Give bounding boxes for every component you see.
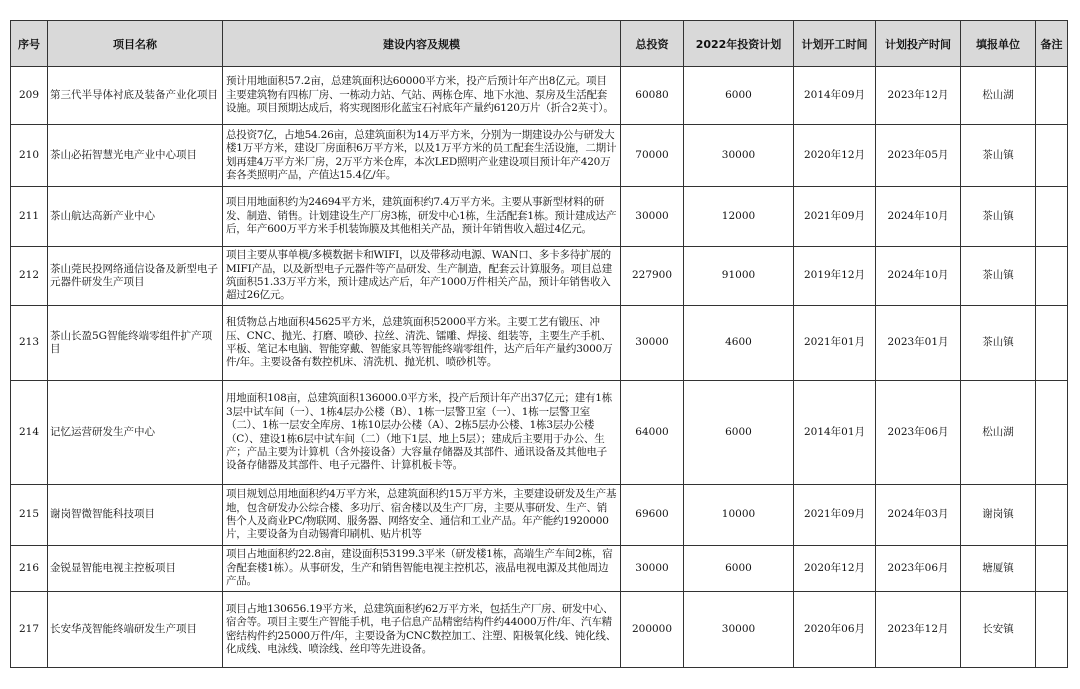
cell-name: 谢岗智微智能科技项目 (48, 485, 223, 546)
cell-start: 2021年09月 (794, 485, 876, 546)
cell-seq: 209 (11, 67, 48, 125)
cell-content: 预计用地面积57.2亩，总建筑面积达60000平方米，投产后预计年产出8亿元。项目主要建筑物有四栋厂房、一栋动力站、气站、两栋仓库、地下水池、泵房及生活配套设施。项目预期达成后，将实现图形化蓝宝石衬底年产量约6120万片（折合2英寸）。 (223, 67, 621, 125)
cell-seq: 216 (11, 546, 48, 592)
cell-note (1036, 187, 1068, 247)
cell-note (1036, 546, 1068, 592)
cell-name: 记忆运营研发生产中心 (48, 381, 223, 485)
project-table (10, 20, 1068, 668)
project-table-container (10, 20, 1067, 668)
table-row (11, 485, 1068, 546)
cell-unit: 茶山镇 (961, 247, 1036, 306)
table-row (11, 67, 1068, 125)
cell-name: 茶山莞民投网络通信设备及新型电子元器件研发生产项目 (48, 247, 223, 306)
cell-unit: 长安镇 (961, 592, 1036, 668)
cell-note (1036, 125, 1068, 187)
cell-name: 长安华茂智能终端研发生产项目 (48, 592, 223, 668)
cell-content: 项目规划总用地面积约4万平方米，总建筑面积约15万平方米，主要建设研发及生产基地，包含研发办公综合楼、多功厅、宿舍楼以及生产厂房，主要从事研发、生产、销售个人及商业PC/物联网、服务器、网络安全、通信和工业产品。年产能约1920000片，主要设备为自动锡膏印刷机、贴片机等 (223, 485, 621, 546)
header-note: 备注 (1036, 21, 1068, 67)
cell-content: 总投资7亿，占地54.26亩，总建筑面积为14万平方米，分别为一期建设办公与研发大楼1万平方米，建设厂房面积6万平方米，以及1万平方米的员工配套生活设施，二期计划再建4万平方米厂房，2万平方米仓库，本次LED照明产业建设项目预计年产420万套各类照明产品，产值达15.4亿/年。 (223, 125, 621, 187)
cell-content: 用地面积108亩，总建筑面积136000.0平方米，投产后预计年产出37亿元；建有1栋3层中试车间（一）、1栋4层办公楼（B）、1栋一层警卫室（一）、1栋一层警卫室（二）、1栋一层安全库房、1栋10层办公楼（A）、2栋5层办公楼、1栋3层办公楼（C）、建设1栋6层中试车间（二）（地下1层、地上5层）；建成后主要用于办公、生产；产品主要为计算机（含外接设备）大容量存储器及其部件、通讯设备及其他电子设备存储器及其部件、电子元器件、计算机板卡等。 (223, 381, 621, 485)
cell-investment: 30000 (621, 187, 684, 247)
cell-start: 2019年12月 (794, 247, 876, 306)
cell-content: 项目占地面积约22.8亩，建设面积53199.3平米（研发楼1栋，高端生产车间2栋，宿舍配套楼1栋）。从事研发，生产和销售智能电视主控机芯，液晶电视电源及其他周边产品。 (223, 546, 621, 592)
header-row (11, 21, 1068, 67)
cell-production: 2024年10月 (876, 187, 961, 247)
cell-investment: 70000 (621, 125, 684, 187)
cell-start: 2021年09月 (794, 187, 876, 247)
cell-plan-2022: 10000 (684, 485, 794, 546)
cell-production: 2023年05月 (876, 125, 961, 187)
cell-unit: 松山湖 (961, 67, 1036, 125)
cell-unit: 茶山镇 (961, 306, 1036, 381)
cell-name: 茶山长盈5G智能终端零组件扩产项目 (48, 306, 223, 381)
cell-plan-2022: 91000 (684, 247, 794, 306)
cell-plan-2022: 4600 (684, 306, 794, 381)
header-investment: 总投资 (621, 21, 684, 67)
table-row (11, 125, 1068, 187)
table-body (11, 67, 1068, 668)
cell-seq: 212 (11, 247, 48, 306)
cell-investment: 200000 (621, 592, 684, 668)
cell-plan-2022: 30000 (684, 592, 794, 668)
cell-investment: 60080 (621, 67, 684, 125)
cell-unit: 茶山镇 (961, 125, 1036, 187)
header-unit: 填报单位 (961, 21, 1036, 67)
cell-note (1036, 67, 1068, 125)
cell-content: 项目主要从事单模/多模数据卡和WIFI，以及带移动电源、WAN口、多卡多待扩展的MIFI产品，以及新型电子元器件等产品研发、生产制造，配套云计算服务。项目总建筑面积51.33万平方米，预计建成达产后，年产1000万件相关产品，预计年销售收入超过26亿元。 (223, 247, 621, 306)
table-row (11, 592, 1068, 668)
table-row (11, 546, 1068, 592)
table-row (11, 381, 1068, 485)
cell-plan-2022: 6000 (684, 546, 794, 592)
cell-unit: 茶山镇 (961, 187, 1036, 247)
cell-content: 租赁物总占地面积45625平方米，总建筑面积52000平方米。主要工艺有锻压、冲压、CNC、抛光、打磨、喷砂、拉丝、清洗、镭雕、焊接、组装等，主要生产手机、平板、笔记本电脑、智能穿戴、智能家具等智能终端零组件，达产后年产量约3000万件/年。主要设备有数控机床、清洗机、抛光机、喷砂机等。 (223, 306, 621, 381)
header-content: 建设内容及规模 (223, 21, 621, 67)
cell-investment: 227900 (621, 247, 684, 306)
cell-investment: 64000 (621, 381, 684, 485)
cell-unit: 松山湖 (961, 381, 1036, 485)
cell-plan-2022: 12000 (684, 187, 794, 247)
cell-production: 2023年12月 (876, 592, 961, 668)
cell-seq: 213 (11, 306, 48, 381)
cell-name: 茶山必拓智慧光电产业中心项目 (48, 125, 223, 187)
table-row (11, 187, 1068, 247)
cell-start: 2021年01月 (794, 306, 876, 381)
cell-note (1036, 592, 1068, 668)
header-seq: 序号 (11, 21, 48, 67)
cell-start: 2014年09月 (794, 67, 876, 125)
cell-investment: 30000 (621, 546, 684, 592)
header-start: 计划开工时间 (794, 21, 876, 67)
header-production: 计划投产时间 (876, 21, 961, 67)
cell-investment: 69600 (621, 485, 684, 546)
cell-plan-2022: 6000 (684, 381, 794, 485)
cell-investment: 30000 (621, 306, 684, 381)
cell-start: 2020年12月 (794, 546, 876, 592)
cell-seq: 210 (11, 125, 48, 187)
header-name: 项目名称 (48, 21, 223, 67)
cell-production: 2023年01月 (876, 306, 961, 381)
cell-seq: 211 (11, 187, 48, 247)
table-row (11, 306, 1068, 381)
cell-content: 项目占地130656.19平方米，总建筑面积约62万平方米，包括生产厂房、研发中心、宿舍等。项目主要生产智能手机，电子信息产品精密结构件约44000万件/年、汽车精密结构件约25000万件/年，主要设备为CNC数控加工、注塑、阳极氧化线、钝化线、化成线、电泳线、喷涂线、丝印等先进设备。 (223, 592, 621, 668)
cell-note (1036, 381, 1068, 485)
cell-start: 2020年06月 (794, 592, 876, 668)
cell-seq: 217 (11, 592, 48, 668)
cell-production: 2024年03月 (876, 485, 961, 546)
cell-unit: 谢岗镇 (961, 485, 1036, 546)
cell-note (1036, 306, 1068, 381)
table-header (11, 21, 1068, 67)
cell-production: 2023年06月 (876, 546, 961, 592)
cell-content: 项目用地面积约为24694平方米，建筑面积约7.4万平方米。主要从事新型材料的研发、制造、销售。计划建设生产厂房3栋，研发中心1栋，生活配套1栋。预计建成达产后，年产600万平方米手机装饰膜及其他相关产品，预计年销售收入超过4亿元。 (223, 187, 621, 247)
header-plan-2022: 2022年投资计划 (684, 21, 794, 67)
cell-name: 茶山航达高新产业中心 (48, 187, 223, 247)
cell-note (1036, 247, 1068, 306)
cell-production: 2024年10月 (876, 247, 961, 306)
cell-production: 2023年12月 (876, 67, 961, 125)
cell-unit: 塘厦镇 (961, 546, 1036, 592)
cell-plan-2022: 30000 (684, 125, 794, 187)
table-row (11, 247, 1068, 306)
cell-note (1036, 485, 1068, 546)
cell-production: 2023年06月 (876, 381, 961, 485)
cell-seq: 215 (11, 485, 48, 546)
cell-start: 2020年12月 (794, 125, 876, 187)
cell-start: 2014年01月 (794, 381, 876, 485)
cell-name: 第三代半导体衬底及装备产业化项目 (48, 67, 223, 125)
cell-seq: 214 (11, 381, 48, 485)
cell-plan-2022: 6000 (684, 67, 794, 125)
cell-name: 金锐显智能电视主控板项目 (48, 546, 223, 592)
